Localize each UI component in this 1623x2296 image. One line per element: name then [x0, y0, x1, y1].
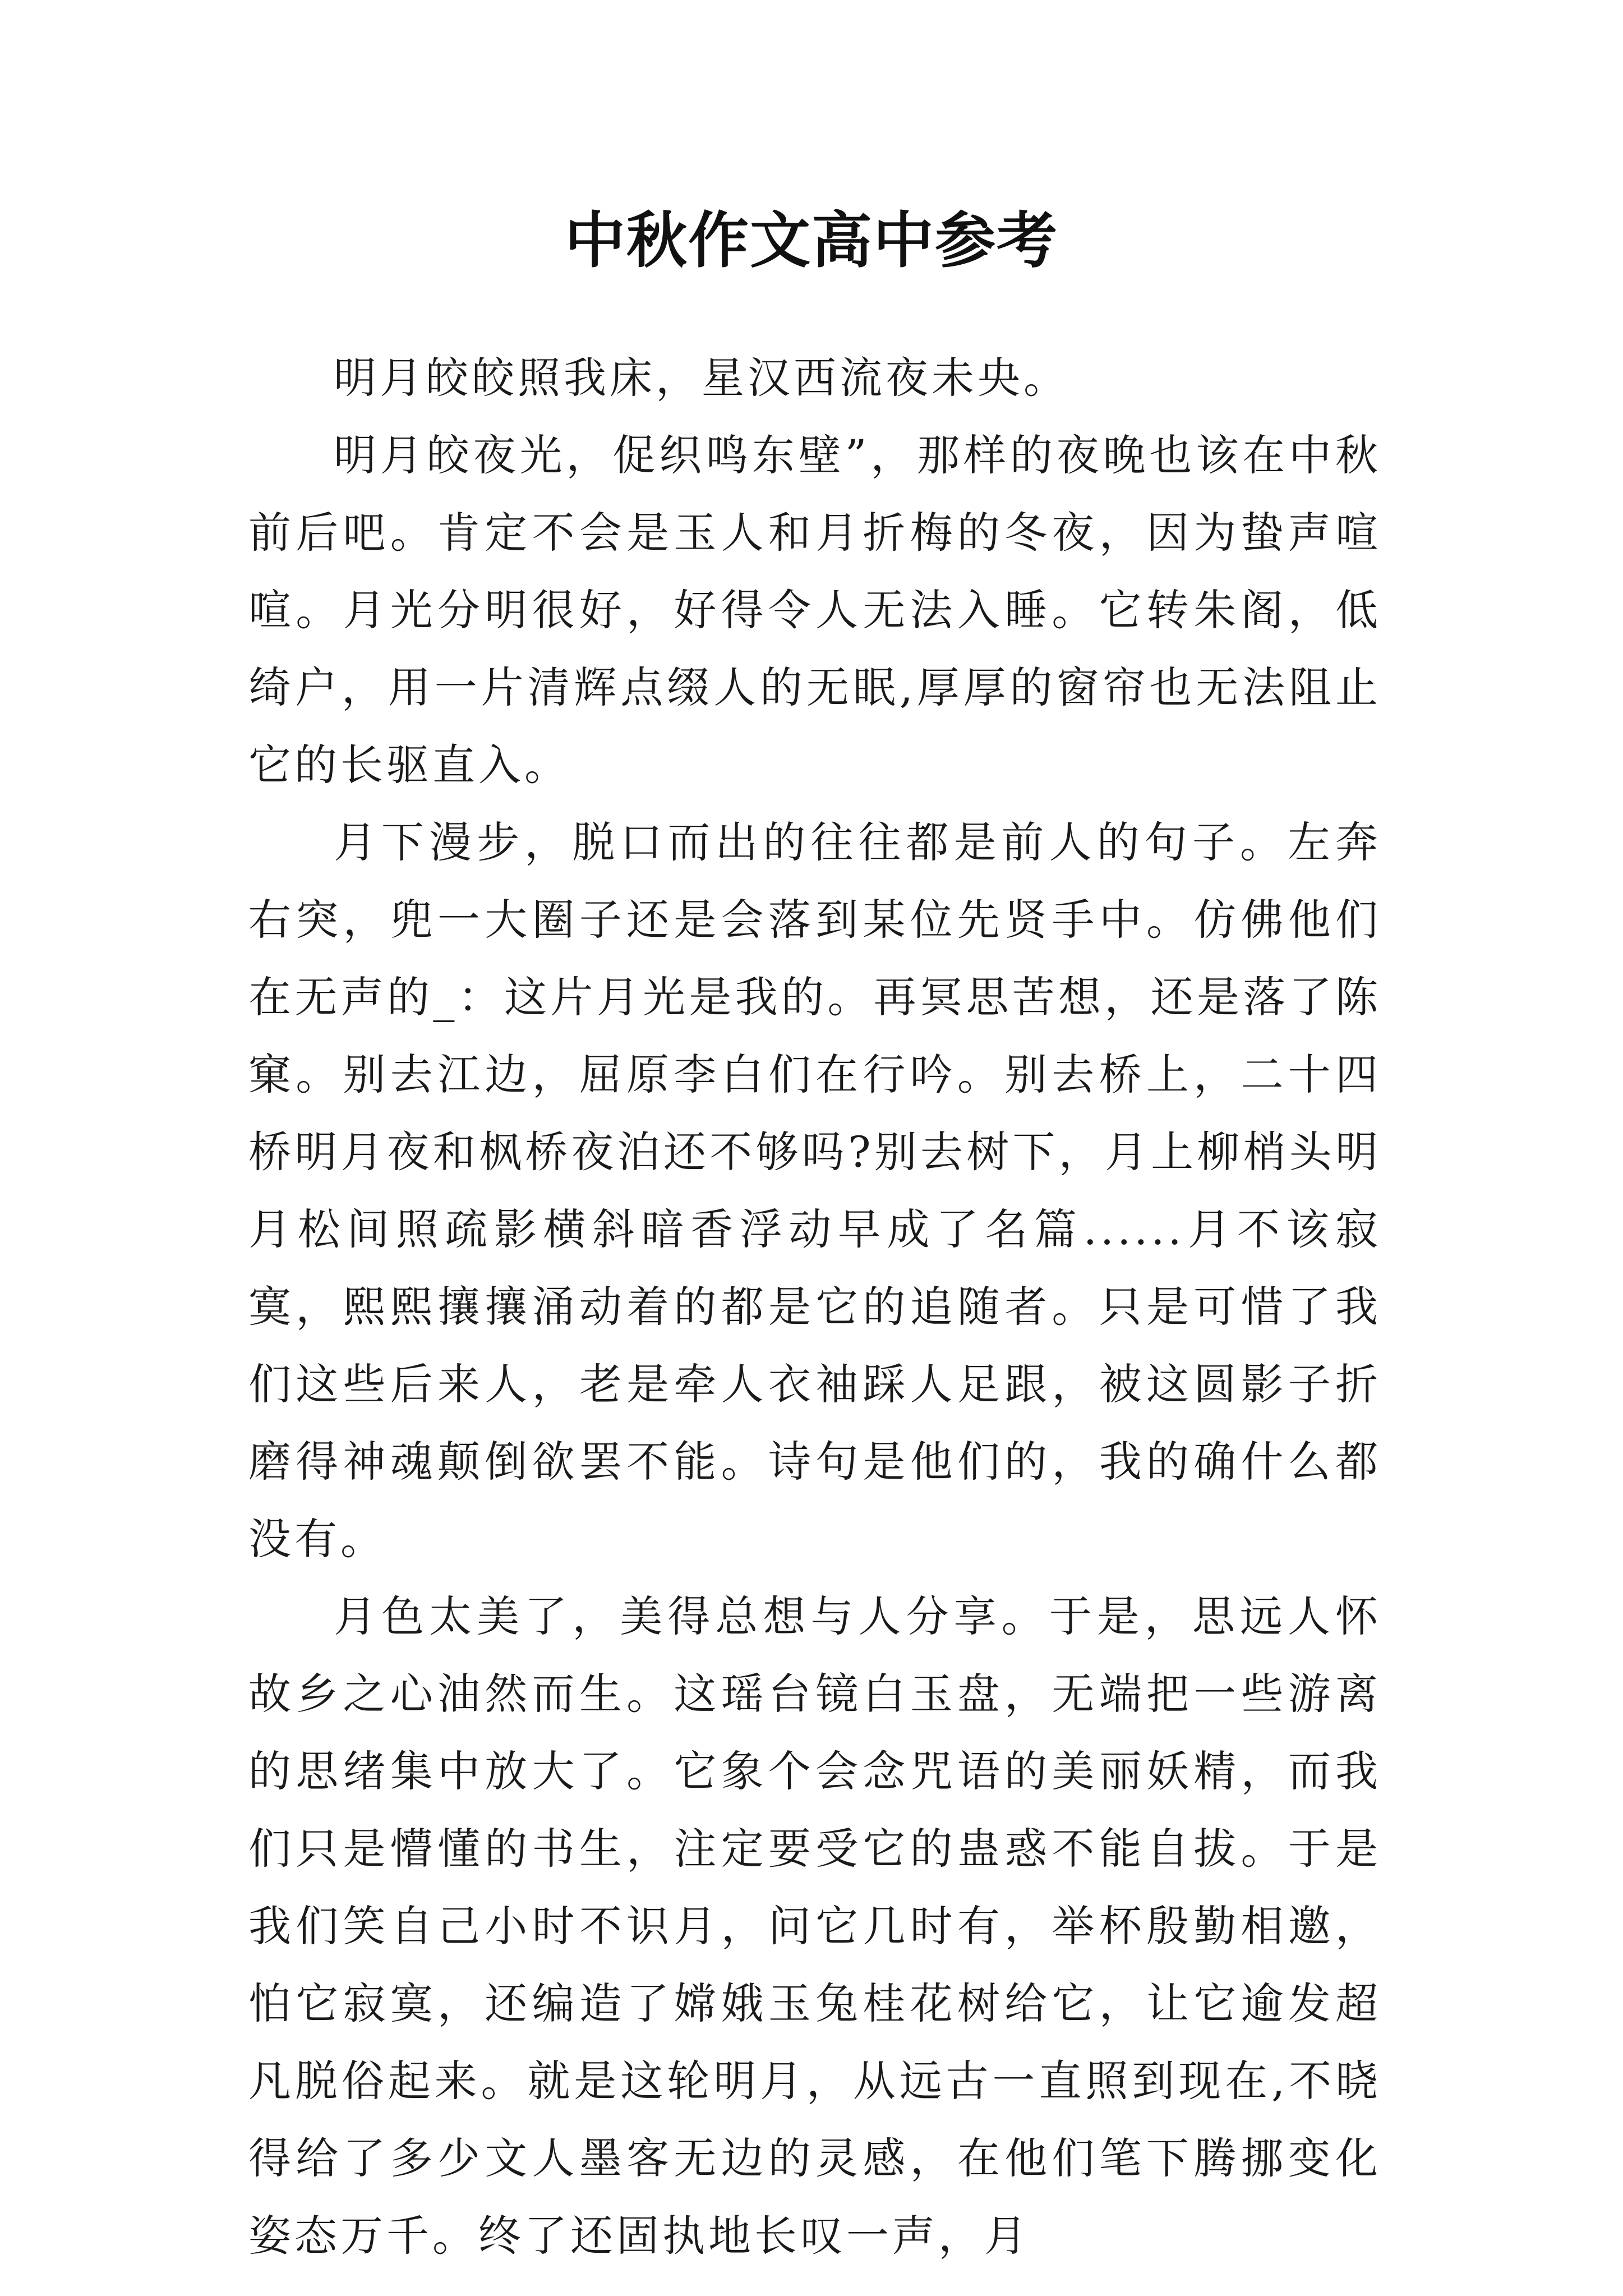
- paragraph: 月色太美了，美得总想与人分享。于是，思远人怀故乡之心油然而生。这瑶台镜白玉盘，无端把一些游离的思绪集中放大了。它象个会念咒语的美丽妖精，而我们只是懵懂的书生，注定要受它的蛊惑不能自拔。于是我们笑自己小时不识月，问它几时有，举杯殷勤相邀，怕它寂寞，还编造了嫦娥玉兔桂花树给它，让它逾发超凡脱俗起来。就是这轮明月，从远古一直照到现在,不晓得给了多少文人墨客无边的灵感，在他们笔下腾挪变化姿态万千。终了还固执地长叹一声，月: [248, 1591, 1381, 2261]
- paragraph: 明月皎皎照我床，星汉西流夜未央。: [334, 353, 1069, 403]
- document-body: [248, 339, 1381, 2275]
- document-title: 中秋作文高中参考: [564, 206, 1058, 276]
- paragraph: 明月皎夜光，促织鸣东壁”，那样的夜晚也该在中秋前后吧。肯定不会是玉人和月折梅的冬夜，因为蛰声喧喧。月光分明很好，好得令人无法入睡。它转朱阁，低绮户，用一片清辉点缀人的无眠,厚厚的窗帘也无法阻止它的长驱直入。: [248, 430, 1381, 790]
- paragraph: 月下漫步，脱口而出的往往都是前人的句子。左奔右突，兜一大圈子还是会落到某位先贤手中。仿佛他们在无声的_：这片月光是我的。再冥思苦想，还是落了陈窠。别去江边，屈原李白们在行吟。别去桥上，二十四桥明月夜和枫桥夜泊还不够吗?别去树下，月上柳梢头明月松间照疏影横斜暗香浮动早成了名篇......月不该寂寞，熙熙攘攘涌动着的都是它的追随者。只是可惜了我们这些后来人，老是牵人衣袖踩人足跟，被这圆影子折磨得神魂颠倒欲罢不能。诗句是他们的，我的确什么都没有。: [248, 817, 1381, 1564]
